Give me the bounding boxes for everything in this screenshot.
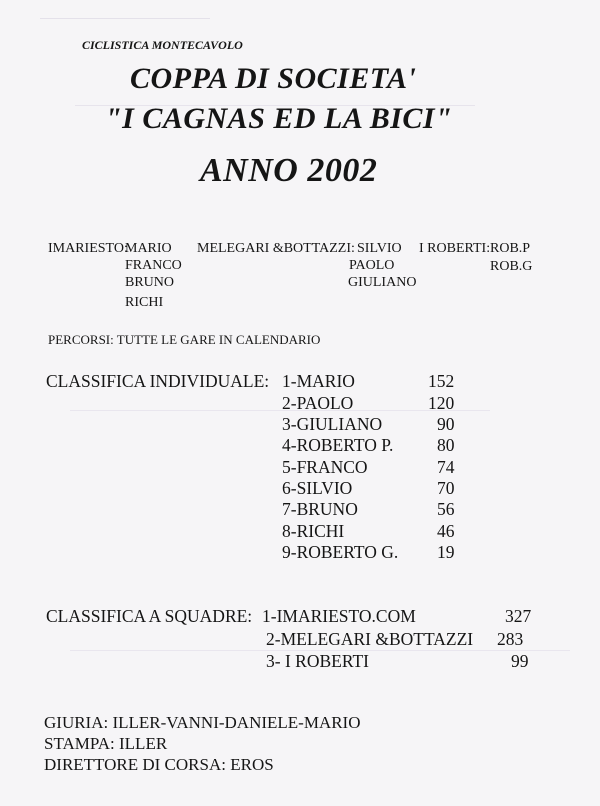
squad-name: 3- I ROBERTI [266,651,369,671]
ranking-points: 74 [437,457,455,477]
team-member: ROB.G [490,259,533,274]
ranking-name: 1-MARIO [282,371,355,391]
team-member: MARIO [125,241,172,256]
title-cup: COPPA DI SOCIETA' [130,62,417,95]
ranking-points: 56 [437,499,455,519]
team-member: PAOLO [349,258,395,273]
ranking-points: 120 [428,393,455,413]
ranking-name: 6-SILVIO [282,478,353,498]
ranking-name: 3-GIULIANO [282,414,383,434]
print-line: STAMPA: ILLER [44,734,168,753]
bleed-through-ghost [40,8,210,19]
ranking-name: 4-ROBERTO P. [282,435,394,455]
ranking-points: 70 [437,478,455,498]
ranking-points: 152 [428,371,455,391]
title-year: ANNO 2002 [200,152,378,189]
ranking-name: 5-FRANCO [282,457,368,477]
bleed-through-ghost [70,400,490,411]
squad-points: 327 [505,606,532,626]
squad-name: 1-IMARIESTO.COM [262,606,416,626]
team-member: RICHI [125,295,164,310]
club-name: CICLISTICA MONTECAVOLO [82,38,243,52]
team-name: MELEGARI &BOTTAZZI: [197,241,355,256]
squad-name: 2-MELEGARI &BOTTAZZI [266,629,474,649]
jury-line: GIURIA: ILLER-VANNI-DANIELE-MARIO [44,713,361,732]
team-name: IMARIESTO: [48,241,128,256]
squad-points: 283 [497,629,524,649]
ranking-points: 90 [437,414,455,434]
ranking-name: 9-ROBERTO G. [282,542,399,562]
individual-ranking-label: CLASSIFICA INDIVIDUALE: [46,371,270,391]
ranking-points: 19 [437,542,455,562]
team-name: I ROBERTI: [419,241,491,256]
squad-ranking-label: CLASSIFICA A SQUADRE: [46,606,253,626]
percorsi-line: PERCORSI: TUTTE LE GARE IN CALENDARIO [48,332,321,347]
title-event: "I CAGNAS ED LA BICI" [105,102,453,135]
team-member: GIULIANO [348,275,417,290]
race-director-line: DIRETTORE DI CORSA: EROS [44,755,274,774]
team-member: BRUNO [125,275,175,290]
team-member: SILVIO [357,241,402,256]
ranking-name: 8-RICHI [282,521,345,541]
squad-points: 99 [511,651,529,671]
ranking-points: 80 [437,435,455,455]
ranking-points: 46 [437,521,455,541]
team-member: FRANCO [125,258,182,273]
ranking-name: 7-BRUNO [282,499,358,519]
team-member: ROB.P [490,241,531,256]
ranking-name: 2-PAOLO [282,393,354,413]
